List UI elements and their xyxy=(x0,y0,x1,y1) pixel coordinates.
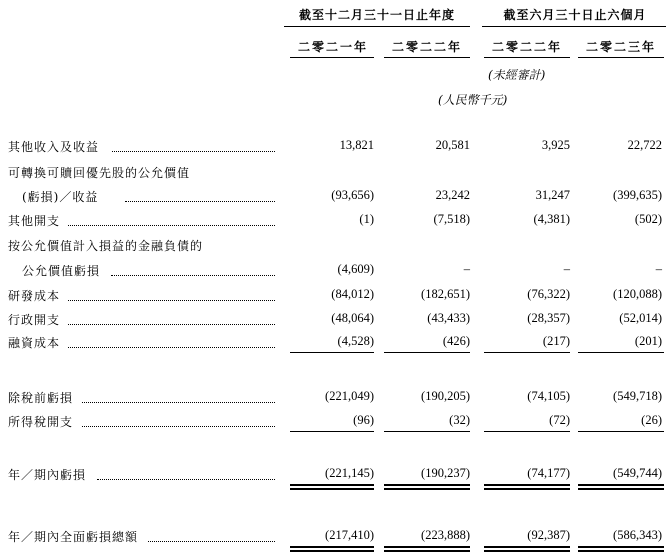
cell-value: (43,433) xyxy=(427,311,470,325)
total-double-rule xyxy=(290,484,374,490)
cell-value: (221,145) xyxy=(325,466,374,480)
row-label: 行政開支 xyxy=(8,313,61,327)
total-double-rule xyxy=(290,546,374,552)
cell-value: (96) xyxy=(353,413,374,427)
leader-dots xyxy=(82,416,275,427)
cell-value: (4,381) xyxy=(533,212,570,226)
row-label: 融資成本 xyxy=(8,336,61,350)
leader-dots xyxy=(68,337,275,348)
subtotal-rule xyxy=(290,431,374,432)
cell-value: (4,609) xyxy=(337,262,374,276)
cell-value: (93,656) xyxy=(331,188,374,202)
cell-value: 20,581 xyxy=(435,138,470,152)
cell-value: (223,888) xyxy=(421,528,470,542)
year-header-4: 二零二三年 xyxy=(585,40,656,54)
total-double-rule xyxy=(484,484,570,490)
leader-dots xyxy=(68,314,275,325)
row-label: 公允價值虧損 xyxy=(22,264,101,278)
cell-value: – xyxy=(563,262,570,276)
header-group-interim-rule xyxy=(482,26,666,27)
subtotal-rule xyxy=(384,431,470,432)
year-header-2-rule xyxy=(384,57,470,58)
cell-value: (549,744) xyxy=(613,466,662,480)
cell-value: (217) xyxy=(542,334,570,348)
row-label: 研發成本 xyxy=(8,289,61,303)
row-label: 其他收入及收益 xyxy=(8,140,100,154)
total-double-rule xyxy=(384,484,470,490)
cell-value: (48,064) xyxy=(331,311,374,325)
cell-value: (32) xyxy=(449,413,470,427)
cell-value: (28,357) xyxy=(527,311,570,325)
leader-dots xyxy=(148,531,275,542)
cell-value: (221,049) xyxy=(325,389,374,403)
row-label: 按公允價值計入損益的金融負債的 xyxy=(8,239,204,253)
cell-value: (217,410) xyxy=(325,528,374,542)
cell-value: (190,237) xyxy=(421,466,470,480)
cell-value: (1) xyxy=(359,212,374,226)
cell-value: (182,651) xyxy=(421,287,470,301)
cell-value: (120,088) xyxy=(613,287,662,301)
cell-value: 3,925 xyxy=(541,138,570,152)
cell-value: (26) xyxy=(641,413,662,427)
cell-value: (201) xyxy=(634,334,662,348)
cell-value: (72) xyxy=(549,413,570,427)
cell-value: (74,177) xyxy=(527,466,570,480)
cell-value: 13,821 xyxy=(339,138,374,152)
subtotal-rule xyxy=(484,431,570,432)
cell-value: – xyxy=(655,262,662,276)
unaudited-note: (未經審計) xyxy=(488,68,546,82)
leader-dots xyxy=(68,290,275,301)
subtotal-rule xyxy=(484,352,570,353)
cell-value: (586,343) xyxy=(613,528,662,542)
leader-dots xyxy=(111,265,275,276)
leader-dots xyxy=(68,215,275,226)
cell-value: 23,242 xyxy=(435,188,470,202)
header-group-interim: 截至六月三十日止六個月 xyxy=(503,8,647,22)
cell-value: (4,528) xyxy=(337,334,374,348)
cell-value: (399,635) xyxy=(613,188,662,202)
cell-value: (52,014) xyxy=(619,311,662,325)
currency-note: (人民幣千元) xyxy=(438,93,508,107)
year-header-3-rule xyxy=(484,57,570,58)
leader-dots xyxy=(112,141,275,152)
row-label: 所得稅開支 xyxy=(8,415,74,429)
row-label: 其他開支 xyxy=(8,214,61,228)
row-label: 年／期內全面虧損總額 xyxy=(8,530,139,544)
total-double-rule xyxy=(578,546,664,552)
cell-value: (74,105) xyxy=(527,389,570,403)
leader-dots xyxy=(125,191,275,202)
total-double-rule xyxy=(578,484,664,490)
row-label: 可轉換可贖回優先股的公允價值 xyxy=(8,166,191,180)
cell-value: – xyxy=(463,262,470,276)
cell-value: (190,205) xyxy=(421,389,470,403)
leader-dots xyxy=(82,392,275,403)
leader-dots xyxy=(97,469,275,480)
subtotal-rule xyxy=(578,431,664,432)
cell-value: (7,518) xyxy=(433,212,470,226)
subtotal-rule xyxy=(290,352,374,353)
cell-value: (84,012) xyxy=(331,287,374,301)
cell-value: (76,322) xyxy=(527,287,570,301)
year-header-1-rule xyxy=(290,57,374,58)
cell-value: 22,722 xyxy=(627,138,662,152)
year-header-4-rule xyxy=(578,57,664,58)
year-header-1: 二零二一年 xyxy=(297,40,368,54)
cell-value: (426) xyxy=(442,334,470,348)
cell-value: (92,387) xyxy=(527,528,570,542)
subtotal-rule xyxy=(578,352,664,353)
header-group-annual-rule xyxy=(284,26,470,27)
cell-value: (549,718) xyxy=(613,389,662,403)
row-label: 除稅前虧損 xyxy=(8,391,74,405)
row-label: (虧損)／收益 xyxy=(22,190,99,204)
cell-value: (502) xyxy=(634,212,662,226)
row-label: 年／期內虧損 xyxy=(8,468,87,482)
cell-value: 31,247 xyxy=(535,188,570,202)
year-header-3: 二零二二年 xyxy=(491,40,562,54)
header-group-annual: 截至十二月三十一日止年度 xyxy=(298,8,455,22)
year-header-2: 二零二二年 xyxy=(391,40,462,54)
subtotal-rule xyxy=(384,352,470,353)
total-double-rule xyxy=(484,546,570,552)
total-double-rule xyxy=(384,546,470,552)
